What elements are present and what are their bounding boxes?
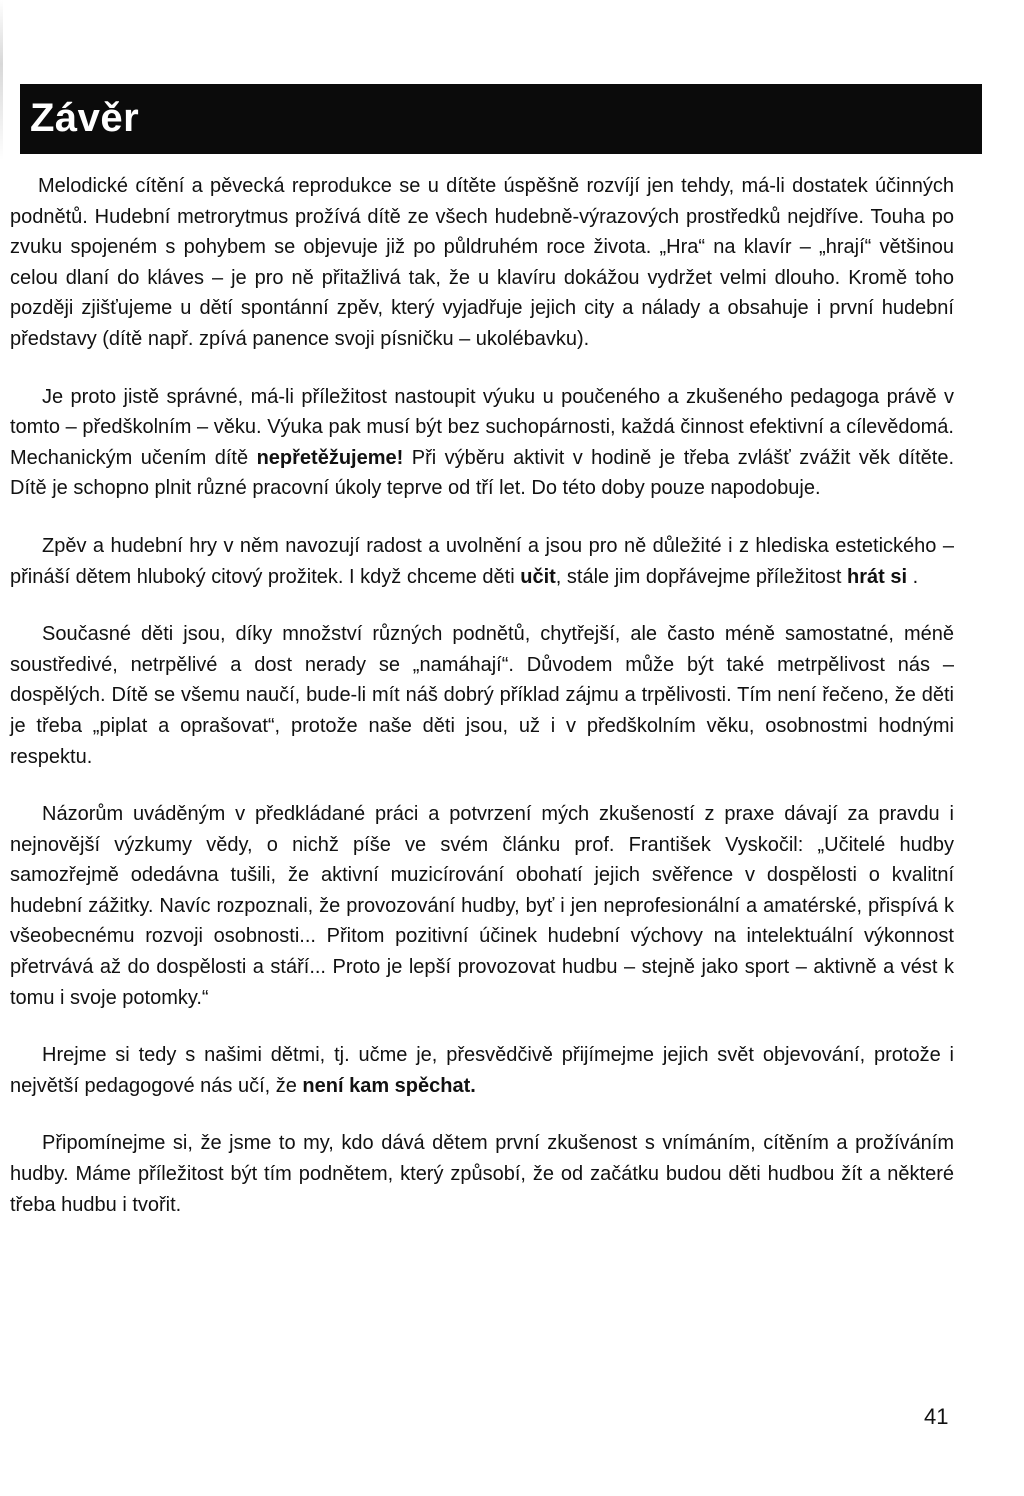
paragraph-4: Současné děti jsou, díky množství různých podnětů, chytřejší, ale často méně samostatné, méně soustředivé, netrpělivé a dost nerady se „namáhají“. Důvodem může být také metrpělivost nás – dospělých. Dítě se všemu naučí, bude-li mít náš dobrý příklad zájmu a trpělivosti. Tím není řečeno, že děti je třeba „piplat a oprašovat“, protože naše děti jsou, už i v předškolním věku, osobnostmi hodnými respektu. (10, 623, 954, 768)
paragraph-3-text-c: . (907, 565, 919, 588)
scan-edge-artifact (0, 0, 3, 160)
paragraph-3 (10, 531, 954, 592)
paragraph-6 (10, 1040, 954, 1101)
paragraph-6-emphasis: není kam spěchat. (302, 1074, 476, 1097)
paragraph-2 (10, 382, 954, 504)
paragraph-1: Melodické cítění a pěvecká reprodukce se u dítěte úspěšně rozvíjí jen tehdy, má-li dostatek účinných podnětů. Hudební metrorytmus prožívá dítě ze všech hudebně-výrazových prostředků nejdříve. Touha po zvuku spojeném s pohybem se objevuje již po půldruhém roce života. „Hra“ na klavír – „hrají“ většinou celou dlaní do kláves – je pro ně přitažlivá tak, že u klavíru dokážou vydržet velmi dlouho. Kromě toho později zjišťujeme u dětí spontánní zpěv, který vyjadřuje jejich city a nálady a obsahuje i první hudební představy (dítě např. zpívá panence svoji písničku – ukolébavku). (10, 175, 954, 350)
paragraph-2-text-b: Při výběru aktivit v hodině je třeba zvlášť zvážit věk dítěte. Dítě je schopno plnit různé pracovní úkoly teprve od tří let. Do této doby pouze napodobuje. (10, 446, 955, 500)
heading-bar (20, 84, 982, 154)
page-number: 41 (924, 1404, 949, 1429)
paragraph-2-text-a: Je proto jistě správné, má-li příležitost nastoupit výuku u poučeného a zkušeného pedagoga právě v tomto – předškolním – věku. Výuka pak musí být bez suchopárnosti, každá činnost efektivní a cílevědomá. Mechanickým učením dítě (10, 385, 954, 469)
page-title: Závěr (30, 96, 140, 140)
paragraph-3-emphasis-play: hrát si (847, 565, 908, 588)
paragraph-5: Názorům uváděným v předkládané práci a potvrzení mých zkušeností z praxe dávají za pravdu i nejnovější výzkumy vědy, o nichž píše ve svém článku prof. František Vyskočil: „Učitelé hudby samozřejmě odedávna tušili, že aktivní muzicírování obohatí jejich svěřence v dospělosti o kvalitní hudební zážitky. Navíc rozpoznali, že provozování hudby, byť i jen neprofesionální a amatérské, přispívá k všeobecnému rozvoji osobnosti... Přitom pozitivní účinek hudební výchovy na intelektuální výkonnost přetrvává až do dospělosti a stáří... Proto je lepší provozovat hudbu – stejně jako sport – aktivně a vést k tomu i svoje potomky.“ (10, 803, 954, 1009)
paragraph-7: Připomínejme si, že jsme to my, kdo dává dětem první zkušenost s vnímáním, cítěním a prožíváním hudby. Máme příležitost být tím podnětem, který způsobí, že od začátku budou děti hudbou žít a některé třeba hudbu i tvořit. (10, 1132, 954, 1216)
paragraph-2-emphasis: nepřetěžujeme! (256, 446, 404, 469)
paragraph-3-emphasis-learn: učit (520, 565, 556, 588)
text-body (10, 171, 954, 1247)
paragraph-6-text: Hrejme si tedy s našimi dětmi, tj. učme je, přesvědčivě přijímejme jejich svět objevování, protože i největší pedagogové nás učí, že (10, 1044, 954, 1097)
paragraph-3-text-a: Zpěv a hudební hry v něm navozují radost a uvolnění a jsou pro ně důležité i z hlediska estetického – přináší dětem hluboký citový prožitek. I když chceme děti (10, 534, 954, 588)
paragraph-3-text-b: , stále jim dopřávejme příležitost (555, 565, 848, 588)
